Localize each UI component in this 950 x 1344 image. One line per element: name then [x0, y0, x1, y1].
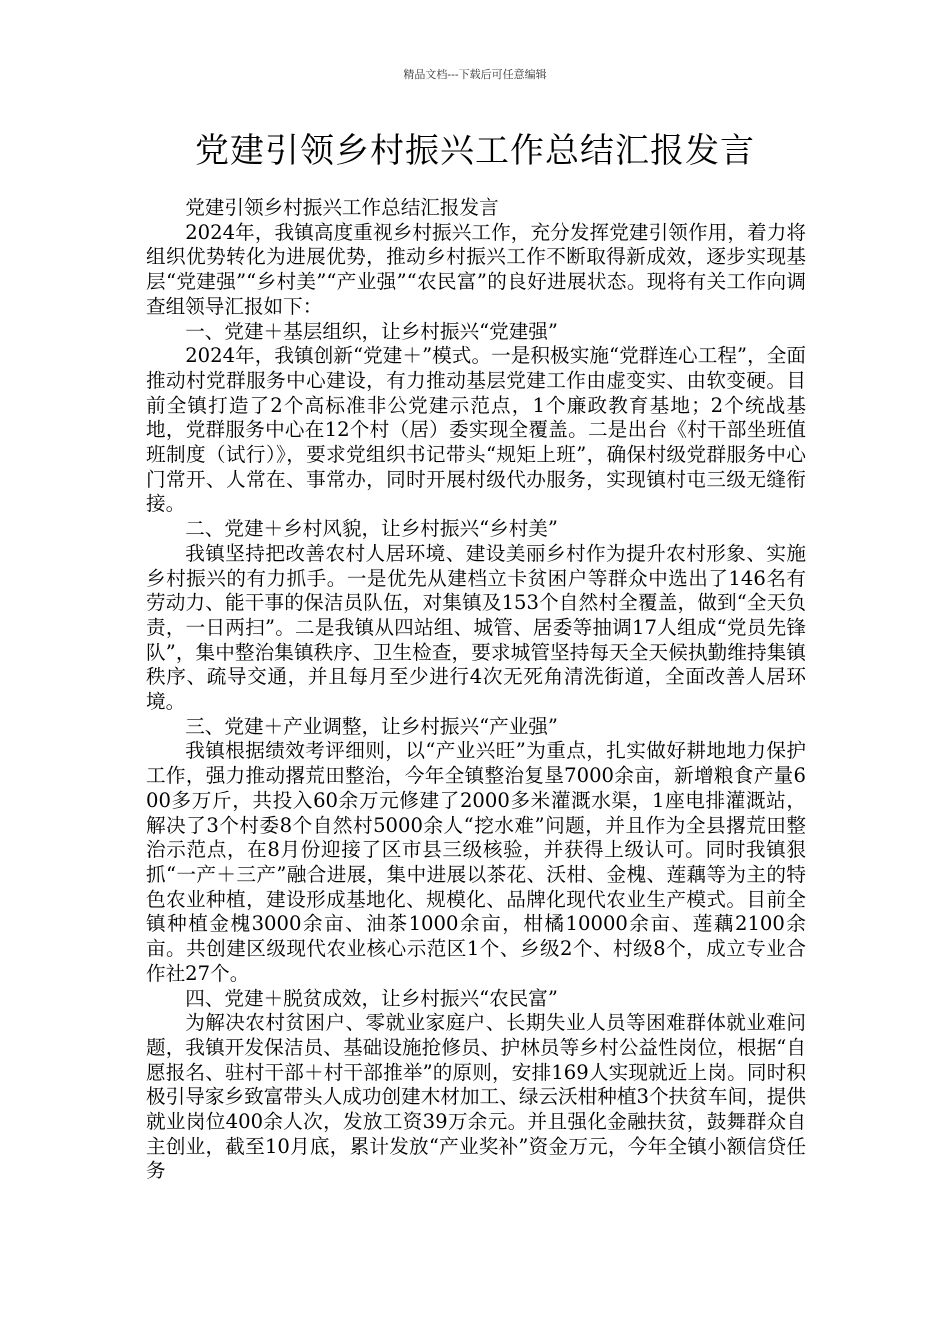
document-title: 党建引领乡村振兴工作总结汇报发言	[195, 131, 755, 171]
section-heading-2: 二、党建＋乡村风貌，让乡村振兴“乡村美”	[185, 517, 558, 541]
section-heading-3: 三、党建＋产业调整，让乡村振兴“产业强”	[185, 714, 558, 738]
document-body	[146, 196, 806, 1184]
paragraph-section-4: 为解决农村贫困户、零就业家庭户、长期失业人员等困难群体就业难问题，我镇开发保洁员、基础设施抢修员、护林员等乡村公益性岗位，根据“自愿报名、驻村干部＋村干部推举”的原则，安排169人实现就近上岗。同时积极引导家乡致富带头人成功创建木材加工、绿云沃柑种植3个扶贫车间，提供就业岗位400余人次，发放工资39万余元。并且强化金融扶贫，鼓舞群众自主创业，截至10月底，累计发放“产业奖补”资金万元，今年全镇小额信贷任务	[146, 1011, 806, 1183]
paragraph-section-2: 我镇坚持把改善农村人居环境、建设美丽乡村作为提升农村形象、实施乡村振兴的有力抓手。一是优先从建档立卡贫困户等群众中选出了146名有劳动力、能干事的保洁员队伍，对集镇及153个自然村全覆盖，做到“全天负责，一日两扫”。二是我镇从四站组、城管、居委等抽调17人组成“党员先锋队”，集中整治集镇秩序、卫生检查，要求城管坚持每天全天候执勤维持集镇秩序、疏导交通，并且每月至少进行4次无死角清洗街道，全面改善人居环境。	[146, 541, 806, 714]
section-heading-4: 四、党建＋脱贫成效，让乡村振兴“农民富”	[185, 986, 558, 1010]
paragraph-intro: 2024年，我镇高度重视乡村振兴工作，充分发挥党建引领作用，着力将组织优势转化为进展优势，推动乡村振兴工作不断取得新成效，逐步实现基层“党建强”“乡村美”“产业强”“农民富”的良好进展状态。现将有关工作向调查组领导汇报如下：	[146, 220, 806, 318]
paragraph-section-1: 2024年，我镇创新“党建＋”模式。一是积极实施“党群连心工程”，全面推动村党群服务中心建设，有力推动基层党建工作由虚变实、由软变硬。目前全镇打造了2个高标准非公党建示范点，1个廉政教育基地；2个统战基地，党群服务中心在12个村（居）委实现全覆盖。二是出台《村干部坐班值班制度（试行）》，要求党组织书记带头“规矩上班”，确保村级党群服务中心门常开、人常在、事常办，同时开展村级代办服务，实现镇村屯三级无缝衔接。	[146, 344, 806, 516]
page-header-note: 精品文档---下载后可任意编辑	[403, 68, 547, 81]
paragraph-section-3: 我镇根据绩效考评细则，以“产业兴旺”为重点，扎实做好耕地地力保护工作，强力推动撂荒田整治，今年全镇整治复垦7000余亩，新增粮食产量600多万斤，共投入60余万元修建了2000多米灌溉水渠，1座电排灌溉站，解决了3个村委8个自然村5000余人“挖水难”问题，并且作为全县撂荒田整治示范点，在8月份迎接了区市县三级核验，并获得上级认可。同时我镇狠抓“一产＋三产”融合进展，集中进展以茶花、沃柑、金槐、莲藕等为主的特色农业种植，建设形成基地化、规模化、品牌化现代农业生产模式。目前全镇种植金槐3000余亩、油茶1000余亩，柑橘10000余亩、莲藕2100余亩。共创建区级现代农业核心示范区1个、乡级2个、村级8个，成立专业合作社27个。	[146, 739, 806, 985]
paragraph-subtitle: 党建引领乡村振兴工作总结汇报发言	[185, 196, 499, 219]
section-heading-1: 一、党建＋基层组织，让乡村振兴“党建强”	[185, 319, 558, 343]
